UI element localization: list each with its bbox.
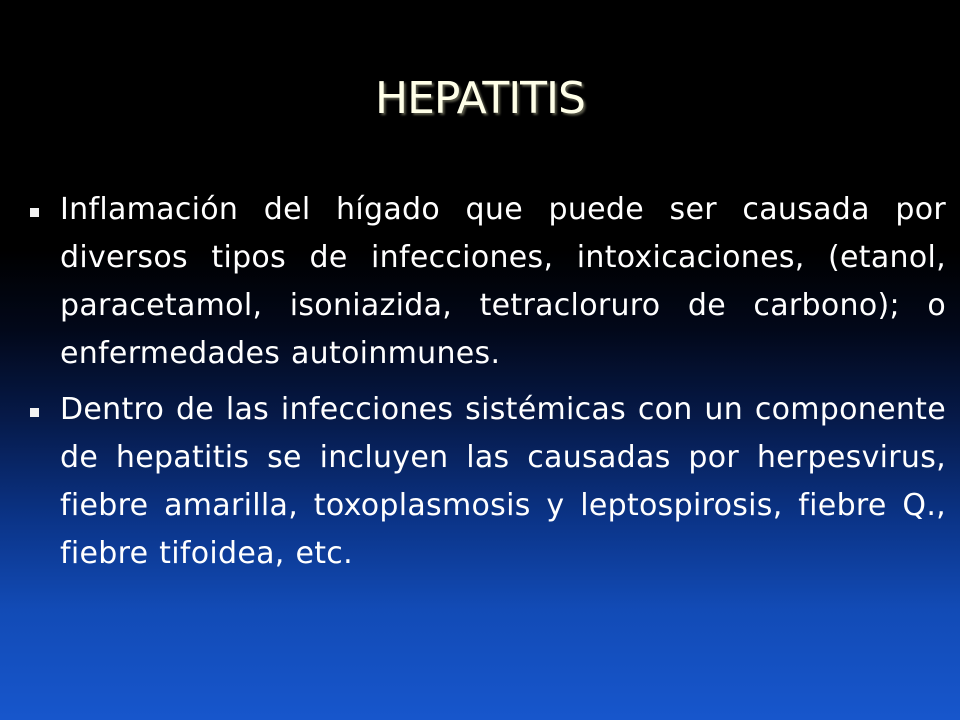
square-bullet-icon <box>30 208 39 217</box>
square-bullet-icon <box>30 408 39 417</box>
bullet-item <box>30 386 946 578</box>
bullet-list <box>30 186 946 586</box>
bullet-text: Inflamación del hígado que puede ser causada por diversos tipos de infecciones, intoxicaciones, (etanol, paracetamol, isoniazida, tetracloruro de carbono); o enfermedades autoinmunes. <box>60 192 946 371</box>
bullet-item <box>30 186 946 378</box>
slide-title: HEPATITIS <box>375 73 585 124</box>
bullet-text: Dentro de las infecciones sistémicas con un componente de hepatitis se incluyen las causadas por herpesvirus, fiebre amarilla, toxoplasmosis y leptospirosis, fiebre Q., fiebre tifoidea, etc. <box>60 392 946 571</box>
